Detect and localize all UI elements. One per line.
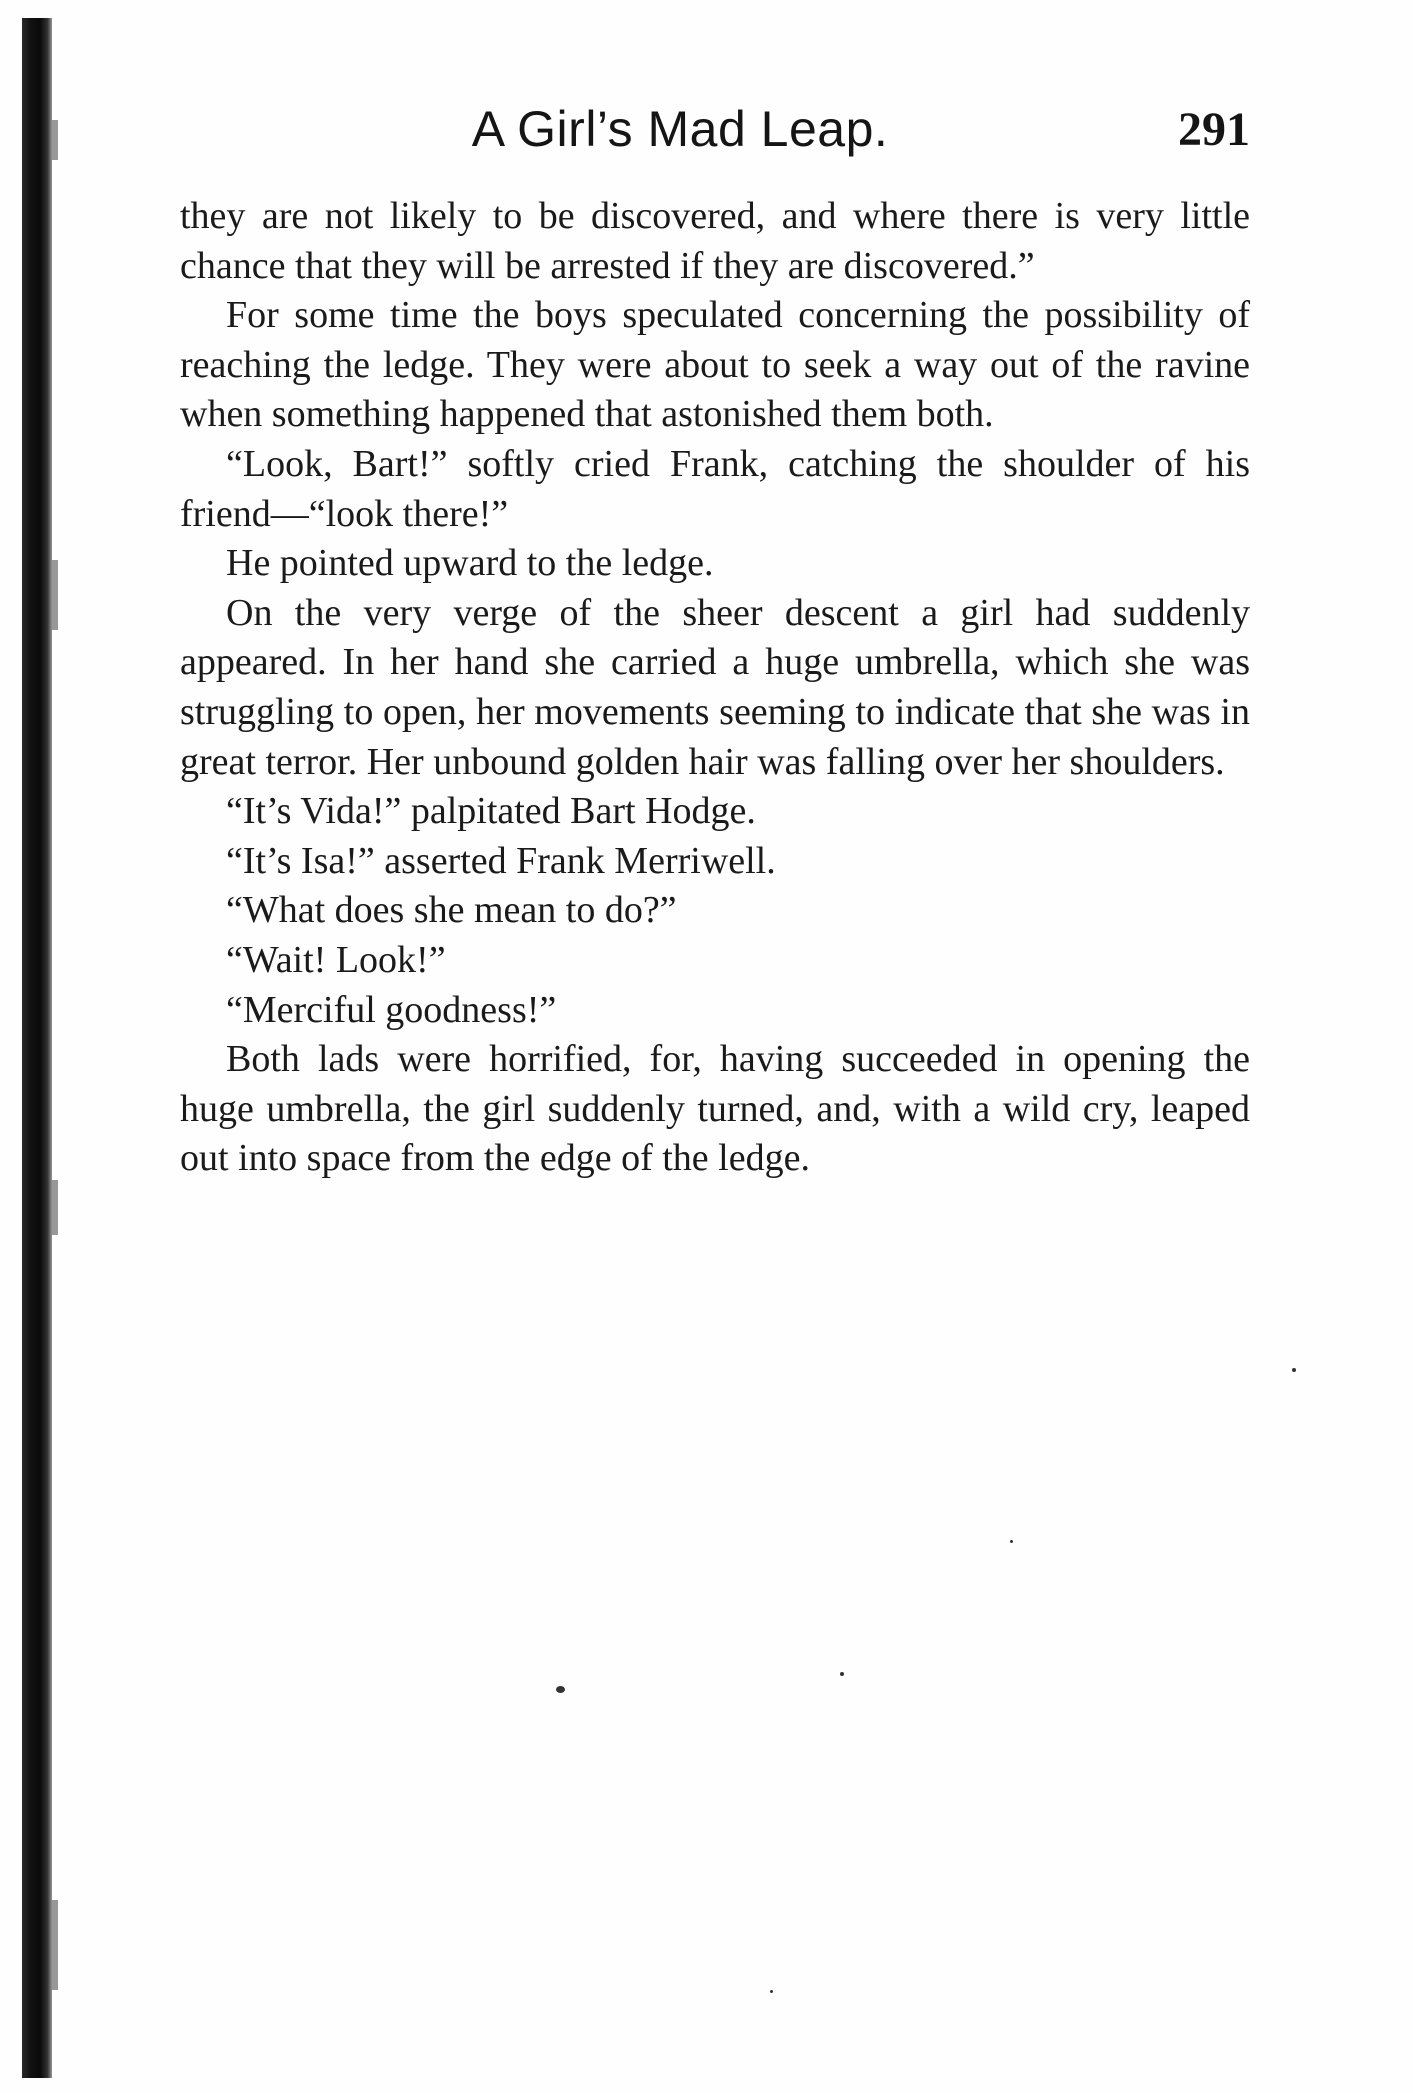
paragraph: He pointed upward to the ledge. — [226, 542, 714, 585]
binding-shadow — [52, 1900, 58, 1990]
paragraph: “It’s Isa!” asserted Frank Merriwell. — [226, 839, 776, 882]
ink-speck — [1292, 1368, 1296, 1372]
paragraph: On the very verge of the sheer descent a girl had suddenly appeared. In her hand she carried a huge umbrella, which she was struggling to open, her movements seeming to indicate that she was in great terror. Her unbound golden hair was falling over her shoulders. — [180, 591, 1250, 783]
binding-shadow — [52, 1180, 58, 1235]
ink-speck — [556, 1686, 565, 1693]
paragraph: “What does she mean to do?” — [226, 889, 677, 932]
paragraph: For some time the boys speculated concerning the possibility of reaching the ledge. They were about to seek a way out of the ravine when something happened that astonished them both. — [180, 294, 1250, 436]
binding-shadow — [52, 560, 58, 630]
binding-shadow — [52, 120, 58, 160]
paragraph: “Wait! Look!” — [226, 938, 446, 981]
book-binding-edge — [22, 18, 52, 2078]
ink-speck — [770, 1990, 773, 1993]
paragraph: “Look, Bart!” softly cried Frank, catching the shoulder of his friend—“look there!” — [180, 442, 1250, 535]
paragraph: they are not likely to be discovered, and where there is very little chance that they will be arrested if they are discovered.” — [180, 195, 1250, 287]
ink-speck — [840, 1672, 844, 1676]
running-head — [180, 100, 1250, 160]
ink-speck — [1010, 1540, 1013, 1543]
body-text — [180, 192, 1250, 1184]
page-number: 291 — [1178, 103, 1250, 156]
paragraph: “Merciful goodness!” — [226, 988, 557, 1031]
paragraph: “It’s Vida!” palpitated Bart Hodge. — [226, 790, 756, 833]
paragraph: Both lads were horrified, for, having succeeded in opening the huge umbrella, the girl suddenly turned, and, with a wild cry, leaped out into space from the edge of the ledge. — [180, 1038, 1250, 1180]
chapter-title: A Girl’s Mad Leap. — [471, 101, 889, 157]
